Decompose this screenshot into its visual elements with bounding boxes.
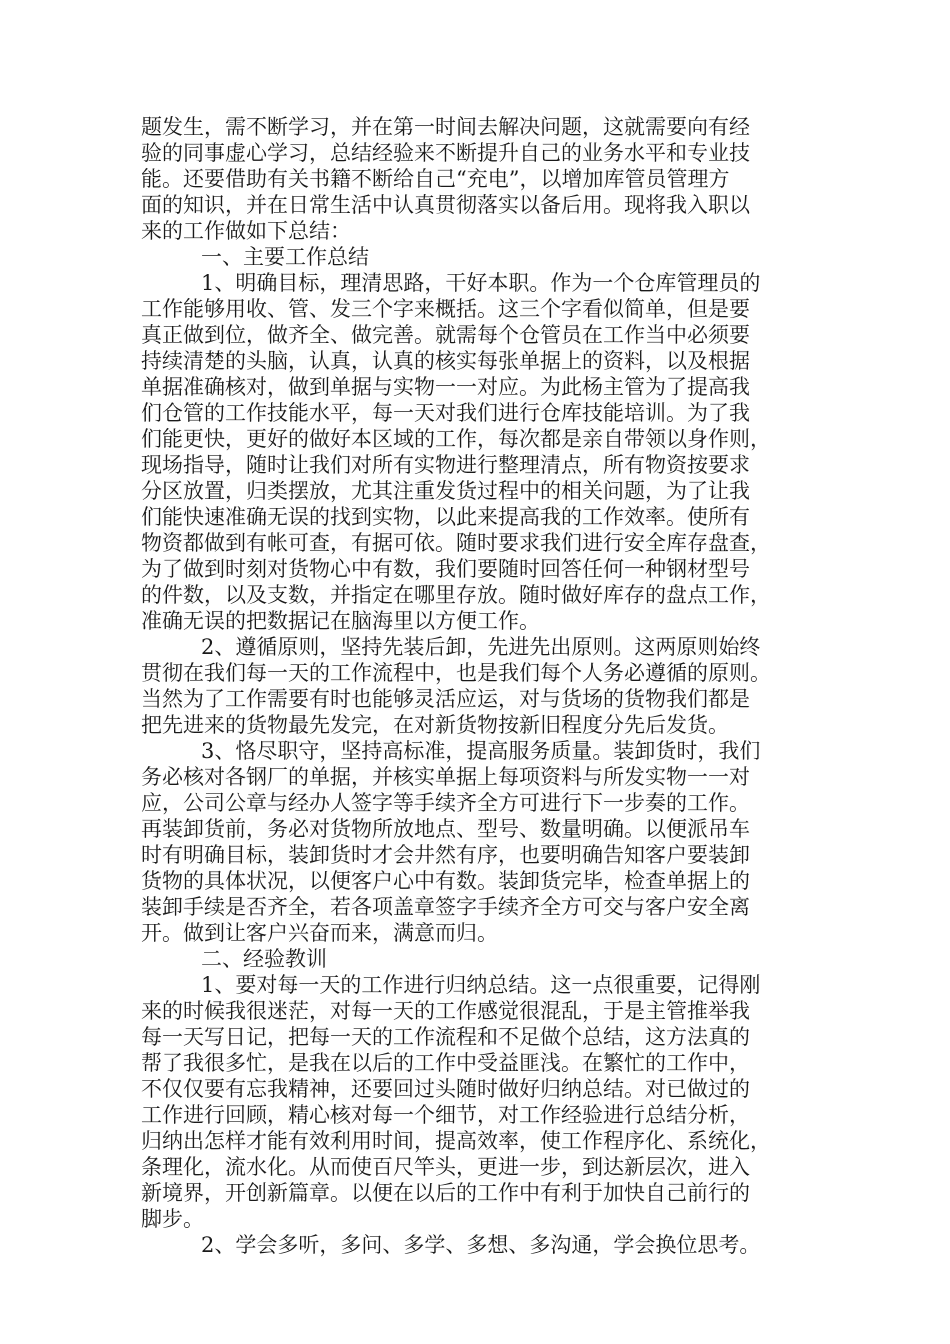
text-line: 2、遵循原则，坚持先装后卸，先进先出原则。这两原则始终 — [201, 635, 761, 659]
text-line: 面的知识，并在日常生活中认真贯彻落实以备后用。现将我入职以 — [141, 193, 750, 217]
text-line: 为了做到时刻对货物心中有数，我们要随时回答任何一种钢材型号 — [141, 557, 750, 581]
text-line: 物资都做到有帐可查，有据可依。随时要求我们进行安全库存盘查， — [141, 531, 771, 555]
text-line: 准确无误的把数据记在脑海里以方便工作。 — [141, 609, 540, 633]
text-line: 现场指导，随时让我们对所有实物进行整理清点，所有物资按要求 — [141, 453, 750, 477]
text-line: 不仅仅要有忘我精神，还要回过头随时做好归纳总结。对已做过的 — [141, 1077, 750, 1101]
text-line: 脚步。 — [141, 1207, 204, 1231]
text-line: 真正做到位，做齐全、做完善。就需每个仓管员在工作当中必须要 — [141, 323, 750, 347]
text-line: 条理化，流水化。从而使百尺竿头，更进一步，到达新层次，进入 — [141, 1155, 750, 1179]
text-line: 1、要对每一天的工作进行归纳总结。这一点很重要，记得刚 — [201, 973, 761, 997]
text-line: 货物的具体状况，以便客户心中有数。装卸货完毕，检查单据上的 — [141, 869, 750, 893]
text-line: 来的工作做如下总结： — [141, 219, 351, 243]
text-line: 来的时候我很迷茫，对每一天的工作感觉很混乱，于是主管推举我 — [141, 999, 750, 1023]
text-line: 们能快速准确无误的找到实物，以此来提高我的工作效率。使所有 — [141, 505, 750, 529]
document-body — [141, 114, 821, 1258]
text-line: 能。还要借助有关书籍不断给自己“充电”，以增加库管员管理方 — [141, 167, 730, 191]
text-line: 工作能够用收、管、发三个字来概括。这三个字看似简单，但是要 — [141, 297, 750, 321]
text-line: 一、主要工作总结 — [201, 245, 369, 269]
text-line: 分区放置，归类摆放，尤其注重发货过程中的相关问题，为了让我 — [141, 479, 750, 503]
text-line: 的件数，以及支数，并指定在哪里存放。随时做好库存的盘点工作， — [141, 583, 771, 607]
text-line: 每一天写日记，把每一天的工作流程和不足做个总结，这方法真的 — [141, 1025, 750, 1049]
text-line: 当然为了工作需要有时也能够灵活应运，对与货场的货物我们都是 — [141, 687, 750, 711]
text-line: 单据准确核对，做到单据与实物一一对应。为此杨主管为了提高我 — [141, 375, 750, 399]
text-line: 务必核对各钢厂的单据，并核实单据上每项资料与所发实物一一对 — [141, 765, 750, 789]
text-line: 应，公司公章与经办人签字等手续齐全方可进行下一步奏的工作。 — [141, 791, 750, 815]
text-line: 2、学会多听，多问、多学、多想、多沟通，学会换位思考。 — [201, 1233, 761, 1257]
text-line: 归纳出怎样才能有效利用时间，提高效率，使工作程序化、系统化， — [141, 1129, 771, 1153]
text-line: 把先进来的货物最先发完，在对新货物按新旧程度分先后发货。 — [141, 713, 729, 737]
text-line: 持续清楚的头脑，认真，认真的核实每张单据上的资料，以及根据 — [141, 349, 750, 373]
text-line: 时有明确目标，装卸货时才会井然有序，也要明确告知客户要装卸 — [141, 843, 750, 867]
text-line: 贯彻在我们每一天的工作流程中，也是我们每个人务必遵循的原则。 — [141, 661, 771, 685]
text-line: 再装卸货前，务必对货物所放地点、型号、数量明确。以便派吊车 — [141, 817, 750, 841]
text-line: 开。做到让客户兴奋而来，满意而归。 — [141, 921, 498, 945]
text-line: 题发生，需不断学习，并在第一时间去解决问题，这就需要向有经 — [141, 115, 750, 139]
text-line: 二、经验教训 — [201, 947, 327, 971]
text-line: 1、明确目标，理清思路，干好本职。作为一个仓库管理员的 — [201, 271, 761, 295]
text-line: 们能更快，更好的做好本区域的工作，每次都是亲自带领以身作则， — [141, 427, 771, 451]
text-line: 工作进行回顾，精心核对每一个细节，对工作经验进行总结分析， — [141, 1103, 750, 1127]
text-line: 装卸手续是否齐全，若各项盖章签字手续齐全方可交与客户安全离 — [141, 895, 750, 919]
text-line: 帮了我很多忙，是我在以后的工作中受益匪浅。在繁忙的工作中， — [141, 1051, 750, 1075]
text-line: 验的同事虚心学习，总结经验来不断提升自己的业务水平和专业技 — [141, 141, 750, 165]
text-line: 3、恪尽职守，坚持高标准，提高服务质量。装卸货时，我们 — [201, 739, 761, 763]
text-line: 新境界，开创新篇章。以便在以后的工作中有利于加快自己前行的 — [141, 1181, 750, 1205]
text-line: 们仓管的工作技能水平，每一天对我们进行仓库技能培训。为了我 — [141, 401, 750, 425]
